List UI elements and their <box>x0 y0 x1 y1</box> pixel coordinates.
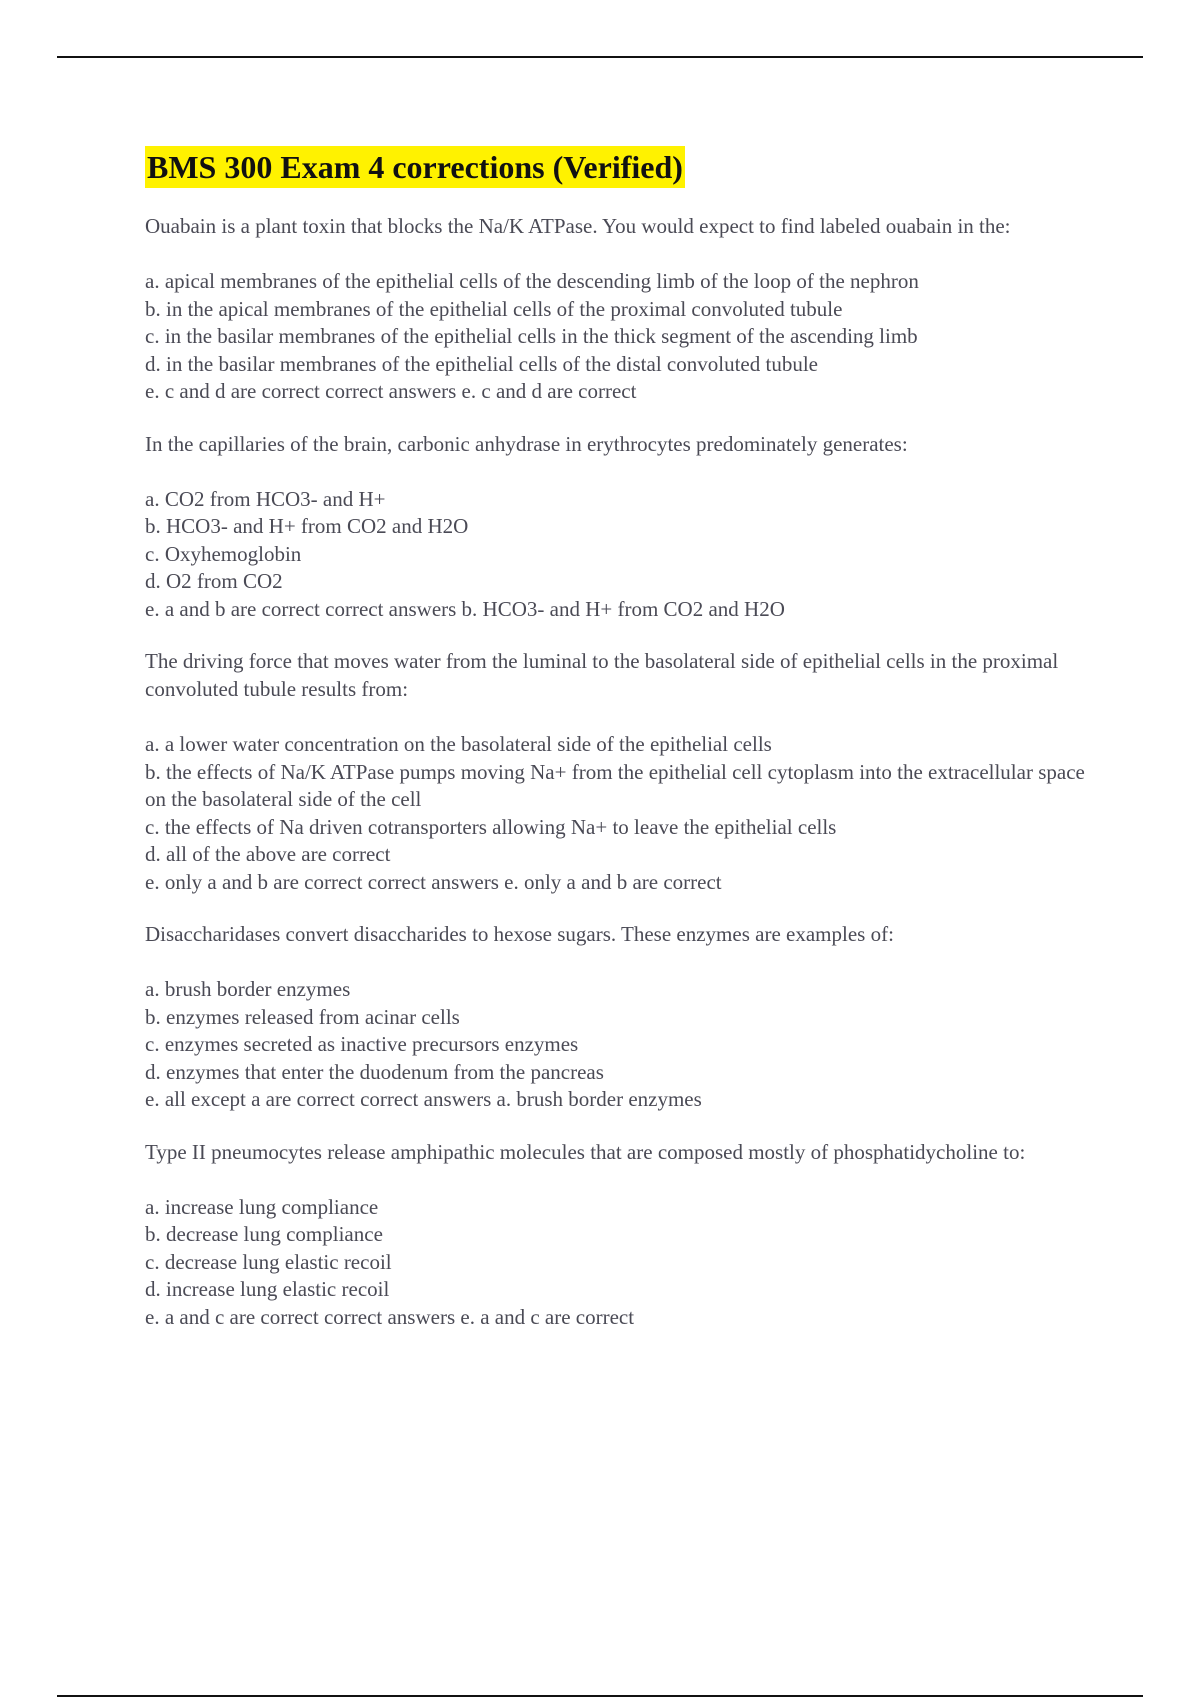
option-item: b. the effects of Na/K ATPase pumps moving Na+ from the epithelial cell cytoplasm into the extracellular space on the basolateral side of the cell <box>145 759 1085 811</box>
question-prompt: Type II pneumocytes release amphipathic molecules that are composed mostly of phosphatidycholine to: <box>145 1139 1026 1164</box>
option-item: b. decrease lung compliance <box>145 1222 383 1246</box>
title-wrap <box>145 146 1095 188</box>
question-prompt: In the capillaries of the brain, carbonic anhydrase in erythrocytes predominately generates: <box>145 431 908 456</box>
option-list <box>145 731 1095 896</box>
option-item: b. HCO3- and H+ from CO2 and H2O <box>145 514 469 538</box>
option-item: e. a and b are correct correct answers b. HCO3- and H+ from CO2 and H2O <box>145 596 785 621</box>
option-item: c. in the basilar membranes of the epithelial cells in the thick segment of the ascending limb <box>145 324 918 348</box>
option-item: c. Oxyhemoglobin <box>145 541 302 566</box>
document-title: BMS 300 Exam 4 corrections (Verified) <box>145 146 685 188</box>
question-block <box>145 430 1095 624</box>
document-body <box>145 146 1095 1331</box>
question-prompt: The driving force that moves water from the luminal to the basolateral side of epithelial cells in the proximal convoluted tubule results from: <box>145 649 1059 701</box>
option-item: a. increase lung compliance <box>145 1194 379 1219</box>
option-item: a. apical membranes of the epithelial cells of the descending limb of the loop of the nephron <box>145 269 919 293</box>
question-block <box>145 920 1095 1114</box>
question-prompt: Disaccharidases convert disaccharides to hexose sugars. These enzymes are examples of: <box>145 922 894 946</box>
option-item: b. enzymes released from acinar cells <box>145 1004 460 1029</box>
option-item: b. in the apical membranes of the epithelial cells of the proximal convoluted tubule <box>145 296 843 321</box>
option-item: d. enzymes that enter the duodenum from the pancreas <box>145 1059 604 1084</box>
option-item: e. only a and b are correct correct answers e. only a and b are correct <box>145 869 722 894</box>
option-item: c. decrease lung elastic recoil <box>145 1249 392 1274</box>
option-item: e. c and d are correct correct answers e. c and d are correct <box>145 379 637 403</box>
question-prompt: Ouabain is a plant toxin that blocks the Na/K ATPase. You would expect to find labeled ouabain in the: <box>145 214 1011 238</box>
option-item: d. increase lung elastic recoil <box>145 1277 390 1301</box>
option-item: e. a and c are correct correct answers e. a and c are correct <box>145 1304 635 1329</box>
question-block <box>145 647 1095 896</box>
bottom-rule <box>57 1695 1143 1697</box>
option-item: d. O2 from CO2 <box>145 569 283 593</box>
question-block <box>145 212 1095 406</box>
question-block <box>145 1138 1095 1332</box>
option-item: a. CO2 from HCO3- and H+ <box>145 486 386 511</box>
top-rule <box>57 56 1143 58</box>
option-item: e. all except a are correct correct answers a. brush border enzymes <box>145 1087 702 1111</box>
option-list <box>145 486 1095 624</box>
option-list <box>145 976 1095 1114</box>
option-item: c. enzymes secreted as inactive precursors enzymes <box>145 1032 579 1056</box>
option-item: d. in the basilar membranes of the epithelial cells of the distal convoluted tubule <box>145 351 818 376</box>
option-item: d. all of the above are correct <box>145 842 391 866</box>
option-item: c. the effects of Na driven cotransporters allowing Na+ to leave the epithelial cells <box>145 814 837 839</box>
option-item: a. a lower water concentration on the basolateral side of the epithelial cells <box>145 732 772 756</box>
option-item: a. brush border enzymes <box>145 977 351 1001</box>
option-list <box>145 268 1095 406</box>
option-list <box>145 1194 1095 1332</box>
